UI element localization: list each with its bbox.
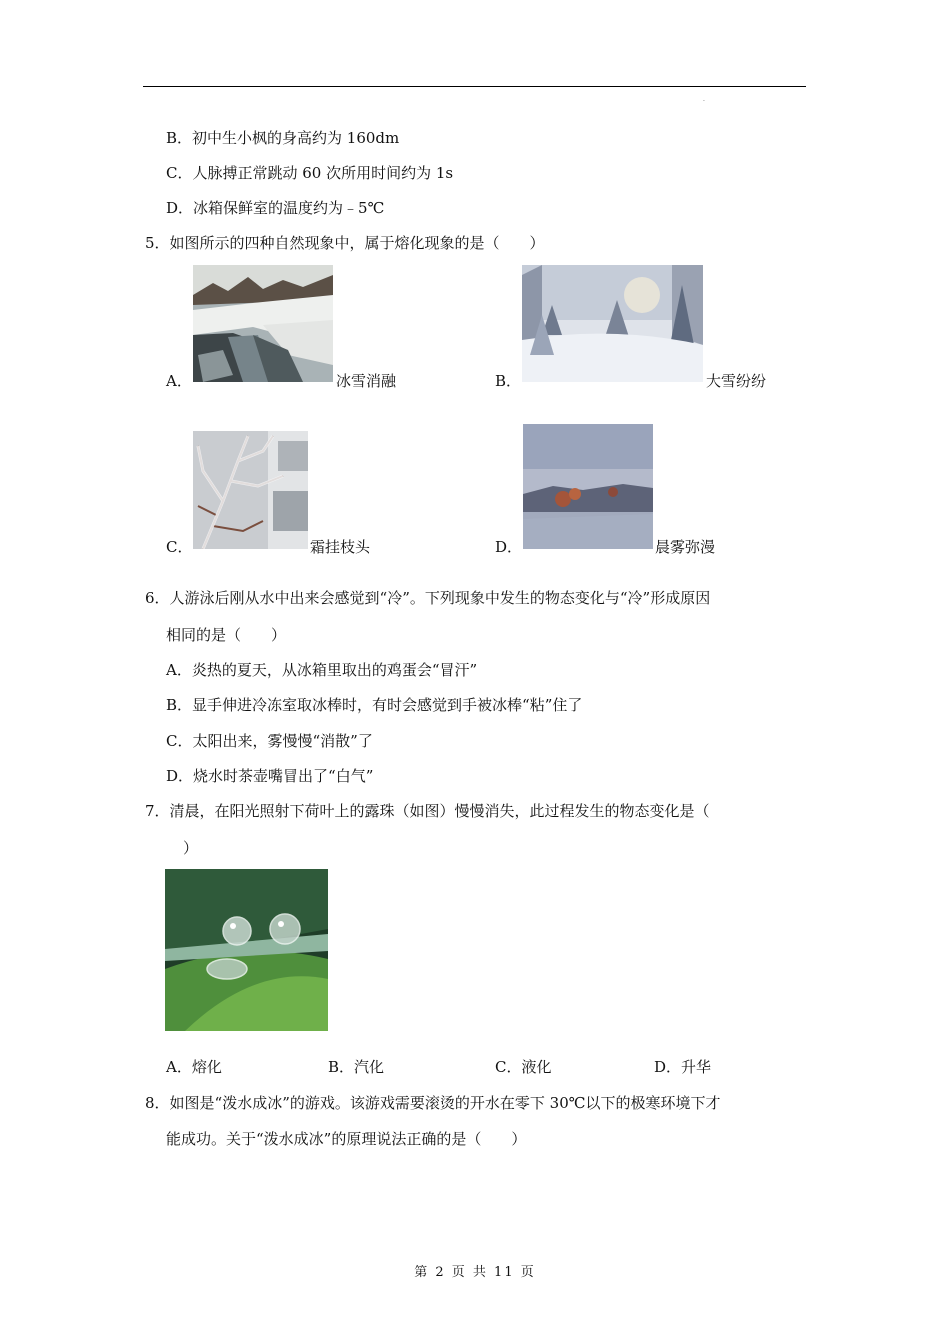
q5-option-a-caption: 冰雪消融	[336, 372, 397, 390]
q8-stem-line2: 能成功。关于“泼水成冰”的原理说法正确的是（ ）	[166, 1130, 527, 1148]
q5-option-b-caption: 大雪纷纷	[706, 372, 767, 390]
q5-option-a-letter: A．	[166, 372, 192, 390]
q5-option-c-caption: 霜挂枝头	[310, 538, 371, 556]
q5-option-b-letter: B．	[495, 372, 522, 390]
q7-stem-line2: ）	[183, 839, 199, 857]
q6-option-d: D．烧水时茶壶嘴冒出了“白气”	[166, 767, 374, 785]
q5-option-d-caption: 晨雾弥漫	[655, 538, 716, 556]
q4-option-c: C．人脉搏正常跳动 60 次所用时间约为 1s	[166, 164, 454, 182]
dew-drops-on-leaf-image	[165, 869, 328, 1031]
q6-stem-line2: 相同的是（ ）	[166, 626, 287, 644]
frost-branches-image	[193, 431, 308, 549]
q4-option-d: D．冰箱保鲜室的温度约为﹣5℃	[166, 199, 385, 217]
q6-stem-line1: 6．人游泳后刚从水中出来会感觉到“冷”。下列现象中发生的物态变化与“冷”形成原因	[145, 589, 711, 607]
snowy-forest-image	[522, 265, 703, 382]
q6-option-c: C．太阳出来，雾慢慢“消散”了	[166, 732, 373, 750]
q4-option-b: B．初中生小枫的身高约为 160dm	[166, 129, 400, 147]
q5-option-c-letter: C．	[166, 538, 193, 556]
page-footer: 第 2 页 共 11 页	[414, 1265, 536, 1280]
q8-stem-line1: 8．如图是“泼水成冰”的游戏。该游戏需要滚烫的开水在零下 30℃以下的极寒环境下才	[145, 1094, 721, 1112]
header-dot: .	[703, 96, 705, 103]
q5-stem: 5．如图所示的四种自然现象中，属于熔化现象的是（ ）	[145, 234, 545, 252]
q7-option-b: B．汽化	[328, 1058, 385, 1076]
q6-option-b: B．显手伸进冷冻室取冰棒时，有时会感觉到手被冰棒“粘”住了	[166, 696, 583, 714]
q7-stem-line1: 7．清晨，在阳光照射下荷叶上的露珠（如图）慢慢消失，此过程发生的物态变化是（	[145, 802, 710, 820]
q7-option-a: A．熔化	[166, 1058, 222, 1076]
header-rule	[143, 86, 806, 87]
q7-option-d: D．升华	[654, 1058, 712, 1076]
q5-option-d-letter: D．	[495, 538, 523, 556]
melting-snow-stream-image	[193, 265, 333, 382]
q7-option-c: C．液化	[495, 1058, 552, 1076]
morning-fog-image	[523, 424, 653, 549]
q6-option-a: A．炎热的夏天，从冰箱里取出的鸡蛋会“冒汗”	[166, 661, 478, 679]
